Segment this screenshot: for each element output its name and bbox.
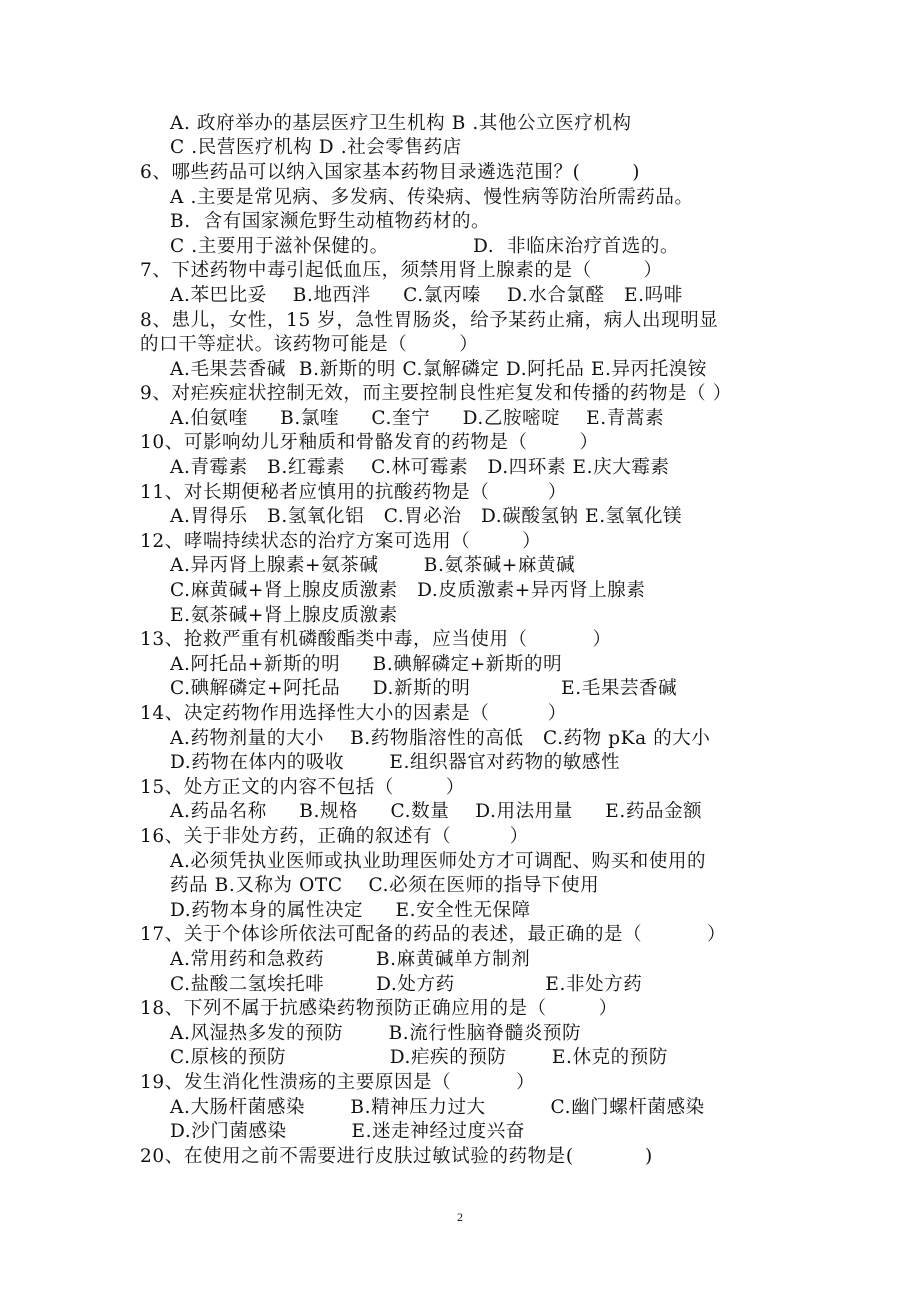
question-17: 17、关于个体诊所依法可配备的药品的表述，最正确的是（ ） [140,924,727,945]
q12-options-cd: C.麻黄碱+肾上腺皮质激素 D.皮质激素+异丙肾上腺素 [170,580,646,601]
q15-options: A.药品名称 B.规格 C.数量 D.用法用量 E.药品金额 [170,801,703,822]
q12-options-ab: A.异丙肾上腺素+氨茶碱 B.氨茶碱+麻黄碱 [170,555,576,576]
page-number: 2 [457,1210,463,1224]
question-11: 11、对长期便秘者应慎用的抗酸药物是（ ） [140,482,567,503]
question-15: 15、处方正文的内容不包括（ ） [140,777,465,798]
q6-option-b: B. 含有国家濒危野生动植物药材的。 [170,211,491,232]
question-18: 18、下列不属于抗感染药物预防正确应用的是（ ） [140,998,618,1019]
question-14: 14、决定药物作用选择性大小的因素是（ ） [140,703,567,724]
q10-options: A.青霉素 B.红霉素 C.林可霉素 D.四环素 E.庆大霉素 [170,457,670,478]
q7-options: A.苯巴比妥 B.地西泮 C.氯丙嗪 D.水合氯醛 E.吗啡 [170,285,683,306]
q11-options: A.胃得乐 B.氢氧化铝 C.胃必治 D.碳酸氢钠 E.氢氧化镁 [170,506,683,527]
question-8: 8、患儿，女性，15 岁，急性胃肠炎，给予某药止痛，病人出现明显 [140,310,719,331]
question-13: 13、抢救严重有机磷酸酯类中毒，应当使用（ ） [140,629,612,650]
q5-options-ab: A. 政府举办的基层医疗卫生机构 B .其他公立医疗机构 [170,113,632,134]
q5-options-cd: C .民营医疗机构 D .社会零售药店 [170,137,462,158]
question-10: 10、可影响幼儿牙釉质和骨骼发育的药物是（ ） [140,432,599,453]
q19-options-abc: A.大肠杆菌感染 B.精神压力过大 C.幽门螺杆菌感染 [170,1097,705,1118]
q6-option-a: A .主要是常见病、多发病、传染病、慢性病等防治所需药品。 [170,187,694,208]
q9-options: A.伯氨喹 B.氯喹 C.奎宁 D.乙胺嘧啶 E.青蒿素 [170,408,665,429]
q18-options-cde: C.原核的预防 D.疟疾的预防 E.休克的预防 [170,1047,668,1068]
question-16: 16、关于非处方药，正确的叙述有（ ） [140,826,529,847]
question-6: 6、哪些药品可以纳入国家基本药物目录遴选范围？( ) [140,162,641,183]
q17-options-cde: C.盐酸二氢埃托啡 D.处方药 E.非处方药 [170,974,643,995]
q16-option-a: A.必须凭执业医师或执业助理医师处方才可调配、购买和使用的 [170,851,707,872]
q14-options-abc: A.药物剂量的大小 B.药物脂溶性的高低 C.药物 pKa 的大小 [170,728,711,749]
q13-options-ab: A.阿托品+新斯的明 B.碘解磷定+新斯的明 [170,654,563,675]
q8-options: A.毛果芸香碱 B.新斯的明 C.氯解磷定 D.阿托品 E.异丙托溴铵 [170,359,708,380]
q12-option-e: E.氨茶碱+肾上腺皮质激素 [170,605,398,626]
question-7: 7、下述药物中毒引起低血压，须禁用肾上腺素的是（ ） [140,260,663,281]
question-20: 20、在使用之前不需要进行皮肤过敏试验的药物是( ) [140,1146,653,1167]
q18-options-ab: A.风湿热多发的预防 B.流行性脑脊髓炎预防 [170,1023,582,1044]
question-8-cont: 的口干等症状。该药物可能是（ ） [140,334,479,355]
q14-options-de: D.药物在体内的吸收 E.组织器官对药物的敏感性 [170,752,621,773]
question-12: 12、哮喘持续状态的治疗方案可选用（ ） [140,531,542,552]
question-19: 19、发生消化性溃疡的主要原因是（ ） [140,1072,536,1093]
q6-options-cd: C .主要用于滋补保健的。 D. 非临床治疗首选的。 [170,236,680,257]
q16-options-bc: 药品 B.又称为 OTC C.必须在医师的指导下使用 [170,875,600,896]
q13-options-cde: C.碘解磷定+阿托品 D.新斯的明 E.毛果芸香碱 [170,678,678,699]
q17-options-ab: A.常用药和急救药 B.麻黄碱单方制剂 [170,949,531,970]
question-9: 9、对疟疾症状控制无效，而主要控制良性疟复发和传播的药物是（ ） [140,383,732,404]
q19-options-de: D.沙门菌感染 E.迷走神经过度兴奋 [170,1121,525,1142]
q16-options-de: D.药物本身的属性决定 E.安全性无保障 [170,900,531,921]
